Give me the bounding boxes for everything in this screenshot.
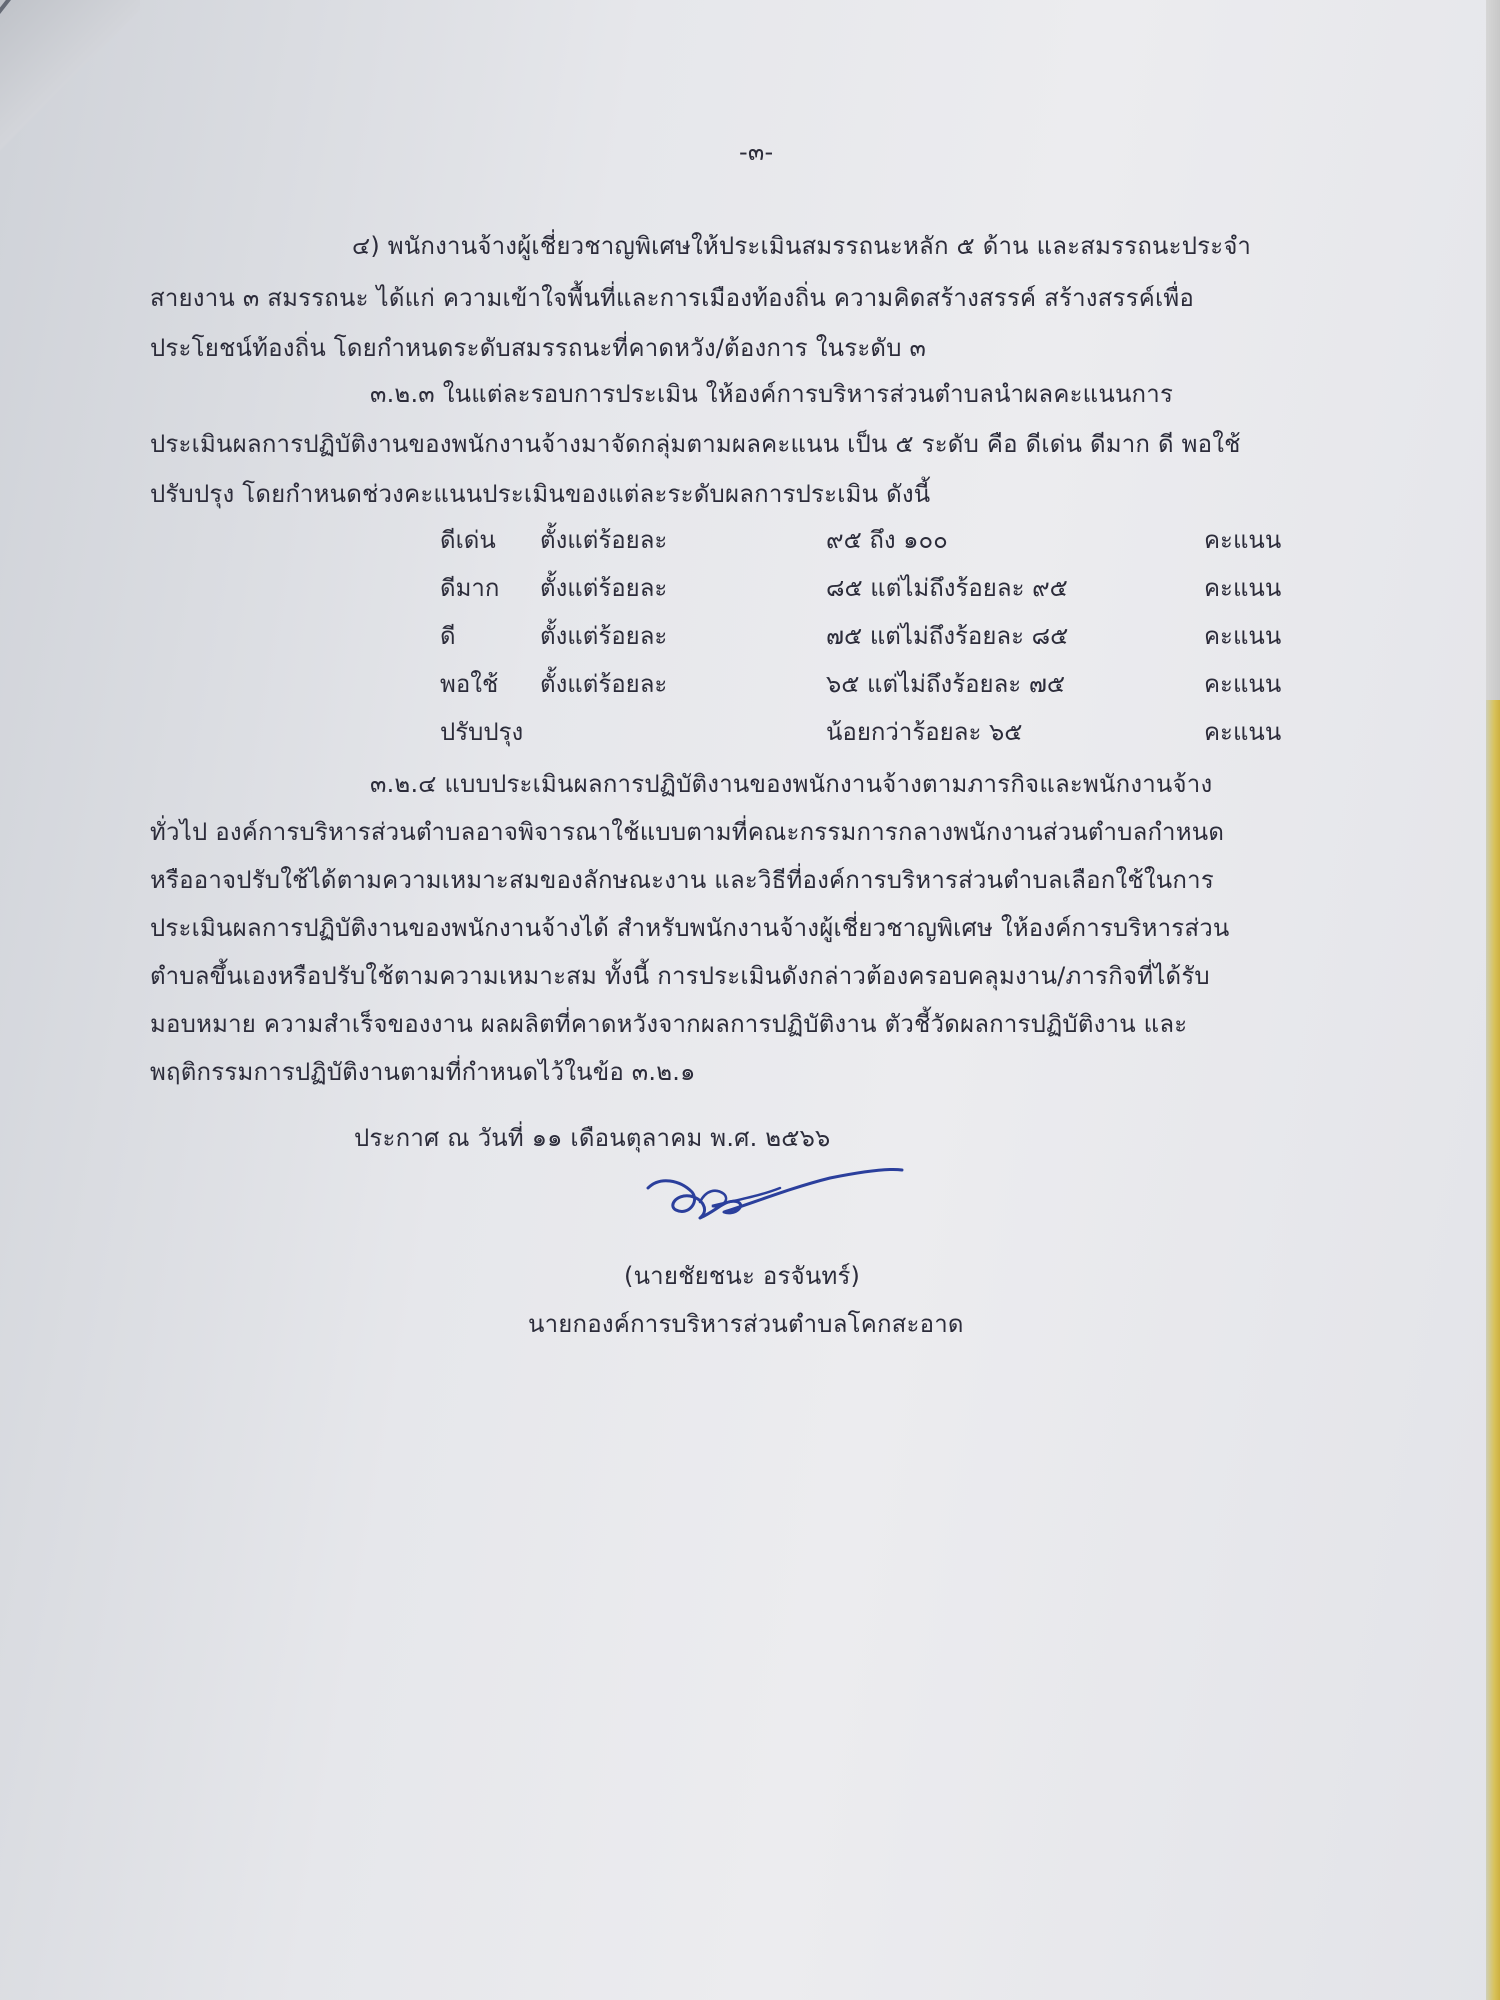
score-level-from: ตั้งแต่ร้อยละ [540,574,668,602]
signatory-title: นายกองค์การบริหารส่วนตำบลโคกสะอาด [528,1310,964,1338]
section-3-2-4-line-5: ตำบลขึ้นเองหรือปรับใช้ตามความเหมาะสม ทั้งนี้ การประเมินดังกล่าวต้องครอบคลุมงาน/ภารกิจที่ได้รับ [150,962,1210,990]
section-3-2-4-line-2: ทั่วไป องค์การบริหารส่วนตำบลอาจพิจารณาใช้แบบตามที่คณะกรรมการกลางพนักงานส่วนตำบลกำหนด [150,818,1225,846]
section-3-2-4-line-1: ๓.๒.๔ แบบประเมินผลการปฏิบัติงานของพนักงานจ้างตามภารกิจและพนักงานจ้าง [370,770,1213,798]
score-level-name: ดี [440,622,456,650]
announcement-date: ประกาศ ณ วันที่ ๑๑ เดือนตุลาคม พ.ศ. ๒๕๖๖ [354,1124,831,1152]
section-3-2-3-line-3: ปรับปรุง โดยกำหนดช่วงคะแนนประเมินของแต่ละระดับผลการประเมิน ดังนี้ [150,480,931,508]
score-level-from: ตั้งแต่ร้อยละ [540,526,668,554]
score-level-range: น้อยกว่าร้อยละ ๖๕ [826,718,1023,746]
section-3-2-4-line-6: มอบหมาย ความสำเร็จของงาน ผลผลิตที่คาดหวังจากผลการปฏิบัติงาน ตัวชี้วัดผลการปฏิบัติงาน และ [150,1010,1188,1038]
score-level-range: ๖๕ แต่ไม่ถึงร้อยละ ๗๕ [826,670,1066,698]
score-level-row [0,664,1500,704]
section-3-2-4-line-7: พฤติกรรมการปฏิบัติงานตามที่กำหนดไว้ในข้อ ๓.๒.๑ [150,1058,696,1086]
score-level-name: ปรับปรุง [440,718,524,746]
paragraph-4-line-2: สายงาน ๓ สมรรถนะ ได้แก่ ความเข้าใจพื้นที่และการเมืองท้องถิ่น ความคิดสร้างสรรค์ สร้างสรรค์เพื่อ [150,284,1195,312]
score-level-range: ๗๕ แต่ไม่ถึงร้อยละ ๘๕ [826,622,1069,650]
score-level-row [0,568,1500,608]
score-level-unit: คะแนน [1204,622,1282,650]
score-level-row [0,616,1500,656]
section-3-2-4-line-3: หรืออาจปรับใช้ได้ตามความเหมาะสมของลักษณะงาน และวิธีที่องค์การบริหารส่วนตำบลเลือกใช้ในการ [150,866,1214,894]
signatory-name: (นายชัยชนะ อรจันทร์) [624,1262,861,1290]
score-level-from: ตั้งแต่ร้อยละ [540,670,668,698]
section-3-2-3-line-1: ๓.๒.๓ ในแต่ละรอบการประเมิน ให้องค์การบริหารส่วนตำบลนำผลคะแนนการ [370,380,1174,408]
score-level-unit: คะแนน [1204,526,1282,554]
score-level-unit: คะแนน [1204,574,1282,602]
score-level-row [0,520,1500,560]
score-level-name: ดีเด่น [440,526,496,554]
score-level-name: ดีมาก [440,574,500,602]
score-level-row [0,712,1500,752]
paragraph-4-line-3: ประโยชน์ท้องถิ่น โดยกำหนดระดับสมรรถนะที่คาดหวัง/ต้องการ ในระดับ ๓ [150,334,927,362]
section-3-2-3-line-2: ประเมินผลการปฏิบัติงานของพนักงานจ้างมาจัดกลุ่มตามผลคะแนน เป็น ๕ ระดับ คือ ดีเด่น ดีมาก ดี พอใช้ [150,430,1241,458]
handwritten-signature [640,1158,910,1238]
score-level-unit: คะแนน [1204,718,1282,746]
paragraph-4-line-1: ๔) พนักงานจ้างผู้เชี่ยวชาญพิเศษให้ประเมินสมรรถนะหลัก ๕ ด้าน และสมรรถนะประจำ [352,232,1252,260]
score-level-name: พอใช้ [440,670,499,698]
score-level-from: ตั้งแต่ร้อยละ [540,622,668,650]
score-level-unit: คะแนน [1204,670,1282,698]
score-level-range: ๙๕ ถึง ๑๐๐ [826,526,948,554]
score-level-range: ๘๕ แต่ไม่ถึงร้อยละ ๙๕ [826,574,1068,602]
section-3-2-4-line-4: ประเมินผลการปฏิบัติงานของพนักงานจ้างได้ สำหรับพนักงานจ้างผู้เชี่ยวชาญพิเศษ ให้องค์การบริหารส่วน [150,914,1230,942]
page-number: -๓- [739,138,774,166]
